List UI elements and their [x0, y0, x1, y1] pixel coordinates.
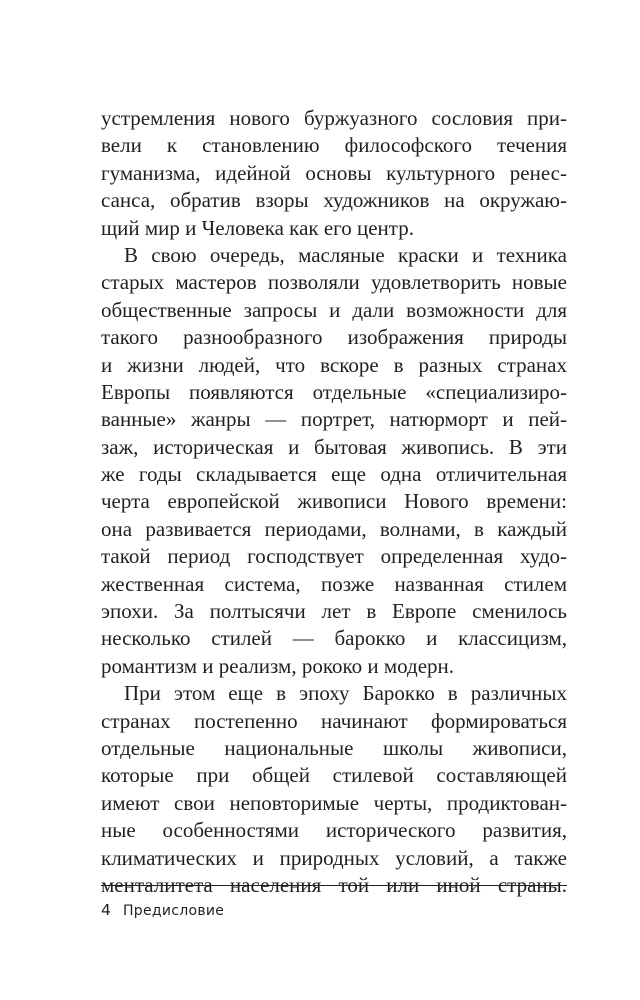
body-text: [101, 105, 567, 899]
text-line: романтизм и реализм, рококо и модерн.: [101, 653, 455, 678]
paragraph-2: [101, 242, 567, 680]
text-line: черта европейской живописи Нового времени:: [101, 489, 567, 514]
text-line: ные особенностями исторического развития,: [101, 818, 567, 843]
text-line: климатических и природных условий, а также: [101, 845, 567, 870]
page-footer: [101, 901, 224, 919]
text-line: она развивается периодами, волнами, в каждый: [101, 516, 567, 541]
text-line: же годы складывается еще одна отличительная: [101, 462, 567, 487]
text-line: гуманизма, идейной основы культурного ренес-: [101, 160, 567, 185]
text-line: и жизни людей, что вскоре в разных странах: [101, 352, 567, 377]
text-line: эпохи. За полтысячи лет в Европе сменилось: [101, 599, 567, 624]
text-line: В свою очередь, масляные краски и техника: [124, 242, 567, 267]
page-number: 4: [101, 901, 112, 919]
text-line: несколько стилей — барокко и классицизм,: [101, 626, 567, 651]
text-line: ванные» жанры — портрет, натюрморт и пей-: [101, 407, 567, 432]
text-line: санса, обратив взоры художников на окружаю-: [101, 188, 567, 213]
text-line: вели к становлению философского течения: [101, 133, 567, 158]
text-line: имеют свои неповторимые черты, продиктован-: [101, 790, 567, 815]
text-line: такого разнообразного изображения природы: [101, 325, 567, 350]
text-line: старых мастеров позволяли удовлетворить новые: [101, 270, 567, 295]
running-footer-title: Предисловие: [122, 903, 225, 919]
text-line: которые при общей стилевой составляющей: [101, 763, 567, 788]
text-line: общественные запросы и дали возможности для: [101, 297, 567, 322]
text-line: менталитета населения той или иной страны.: [101, 872, 567, 897]
text-line: устремления нового буржуазного сословия при-: [101, 106, 567, 130]
text-line: жественная система, позже названная стилем: [101, 571, 567, 596]
text-line: Европы появляются отдельные «специализиро-: [101, 379, 567, 404]
text-line: отдельные национальные школы живописи,: [101, 735, 567, 760]
paragraph-3: [101, 680, 567, 899]
footer-divider: [101, 885, 567, 886]
paragraph-1: [101, 105, 567, 242]
text-line: щий мир и Человека как его центр.: [101, 215, 414, 240]
text-line: такой период господствует определенная худо-: [101, 544, 567, 569]
text-line: При этом еще в эпоху Барокко в различных: [124, 681, 567, 706]
text-line: заж, историческая и бытовая живопись. В эти: [101, 434, 567, 459]
text-line: странах постепенно начинают формироваться: [101, 708, 567, 733]
